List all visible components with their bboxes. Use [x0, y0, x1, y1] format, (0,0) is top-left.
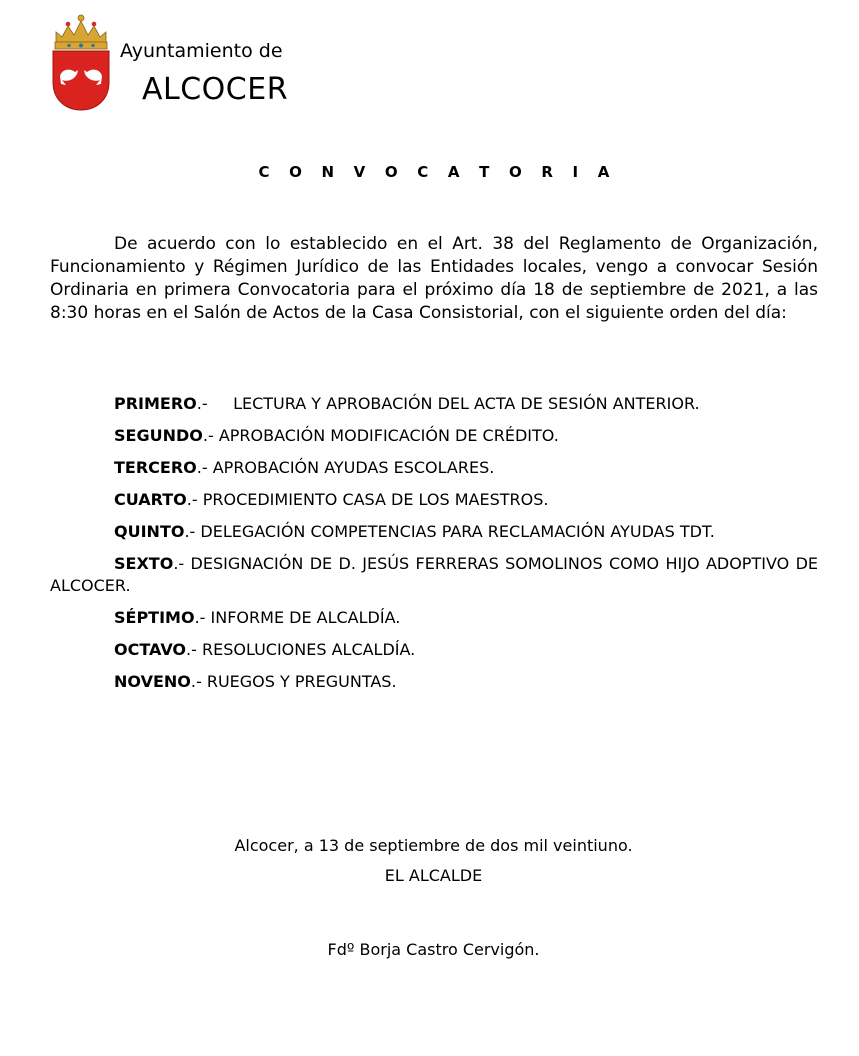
agenda-item-keyword: OCTAVO	[114, 640, 187, 659]
agenda-item-separator: .-	[186, 490, 198, 509]
agenda-item	[50, 489, 818, 511]
agenda-item-text: RESOLUCIONES ALCALDÍA.	[201, 640, 416, 659]
intro-paragraph: De acuerdo con lo establecido en el Art. 38 del Reglamento de Organización, Funcionamiento y Régimen Jurídico de las Entidades locales, vengo a convocar Sesión Ordinaria en primera Convocatoria para el próximo día 18 de septiembre de 2021, a las 8:30 horas en el Salón de Actos de la Casa Consistorial, con el siguiente orden del día:	[50, 234, 818, 323]
agenda-list	[50, 393, 818, 703]
signature-line: Fdº Borja Castro Cervigón.	[327, 940, 540, 959]
agenda-item	[50, 607, 818, 629]
agenda-item-text: DELEGACIÓN COMPETENCIAS PARA RECLAMACIÓN AYUDAS TDT.	[200, 522, 715, 541]
agenda-item-separator: .-	[173, 554, 185, 573]
agenda-item-text: APROBACIÓN MODIFICACIÓN DE CRÉDITO.	[218, 426, 559, 445]
letterhead	[50, 10, 370, 115]
agenda-item-separator: .-	[186, 640, 197, 659]
org-name-line1: Ayuntamiento de	[120, 40, 283, 62]
agenda-item-separator: .-	[196, 458, 208, 477]
agenda-item-keyword: SEGUNDO	[114, 426, 203, 445]
agenda-item-keyword: QUINTO	[114, 522, 185, 541]
agenda-item	[50, 457, 818, 479]
agenda-item-text: LECTURA Y APROBACIÓN DEL ACTA DE SESIÓN ANTERIOR.	[233, 394, 700, 413]
agenda-item	[50, 425, 818, 447]
agenda-item	[50, 553, 818, 597]
agenda-item-text: INFORME DE ALCALDÍA.	[210, 608, 401, 627]
agenda-item-separator: .-	[190, 672, 202, 691]
agenda-item-separator: .-	[184, 522, 196, 541]
signer-role: EL ALCALDE	[384, 866, 483, 885]
agenda-item	[50, 521, 818, 543]
agenda-item-separator: .-	[196, 394, 208, 413]
agenda-item-separator: .-	[194, 608, 206, 627]
agenda-item-text: RUEGOS Y PREGUNTAS.	[206, 672, 397, 691]
agenda-item-text: DESIGNACIÓN DE D. JESÚS FERRERAS SOMOLINOS COMO HIJO ADOPTIVO DE ALCOCER.	[50, 554, 818, 595]
place-date: Alcocer, a 13 de septiembre de dos mil veintiuno.	[234, 836, 633, 855]
agenda-item-text: APROBACIÓN AYUDAS ESCOLARES.	[212, 458, 495, 477]
document-title: C O N V O C A T O R I A	[258, 163, 617, 181]
closing-block	[0, 835, 859, 895]
agenda-item-keyword: TERCERO	[114, 458, 197, 477]
agenda-item	[50, 671, 818, 693]
agenda-item	[50, 393, 818, 415]
agenda-item-keyword: NOVENO	[114, 672, 191, 691]
coat-of-arms-shield-icon	[50, 10, 112, 112]
agenda-item-keyword: CUARTO	[114, 490, 187, 509]
agenda-item	[50, 639, 818, 661]
agenda-item-keyword: SEXTO	[114, 554, 174, 573]
agenda-item-text: PROCEDIMIENTO CASA DE LOS MAESTROS.	[202, 490, 549, 509]
org-name-line2: ALCOCER	[142, 72, 289, 107]
agenda-item-separator: .-	[202, 426, 214, 445]
agenda-item-keyword: PRIMERO	[114, 394, 197, 413]
agenda-item-keyword: SÉPTIMO	[114, 608, 195, 627]
